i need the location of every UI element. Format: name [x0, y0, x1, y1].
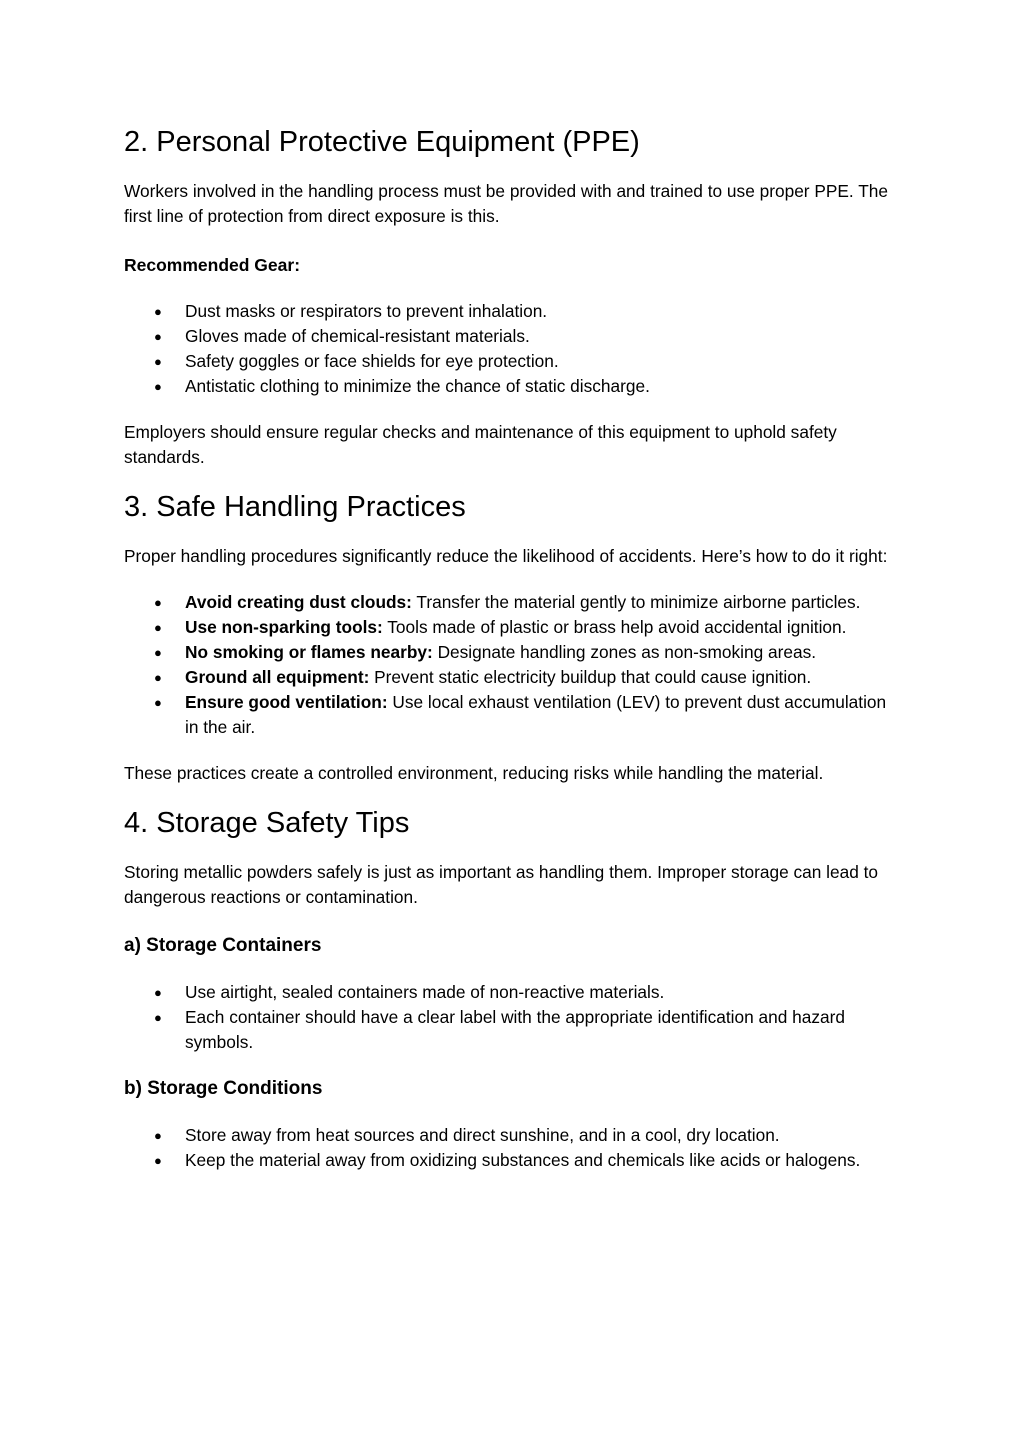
bullet-icon: ● — [154, 695, 162, 710]
bullet-icon: ● — [154, 620, 162, 635]
list-item: ● Avoid creating dust clouds: Transfer the material gently to minimize airborne particles. — [124, 590, 904, 615]
bullet-icon: ● — [154, 354, 162, 369]
practice-term: No smoking or flames nearby: — [185, 642, 433, 662]
practice-term: Avoid creating dust clouds: — [185, 592, 412, 612]
handling-practices-list — [124, 590, 904, 740]
list-item: ● Ensure good ventilation: Use local exhaust ventilation (LEV) to prevent dust accumulation in the air. — [154, 692, 887, 737]
ppe-outro: Employers should ensure regular checks and maintenance of this equipment to uphold safety standards. — [124, 422, 837, 467]
bullet-icon: ● — [154, 645, 162, 660]
practice-term: Ensure good ventilation: — [185, 692, 388, 712]
list-item: ● Use non-sparking tools: Tools made of plastic or brass help avoid accidental ignition. — [124, 615, 904, 640]
list-item: ● Ground all equipment: Prevent static electricity buildup that could cause ignition. — [124, 665, 904, 690]
storage-containers-list — [124, 980, 904, 1055]
list-item: ● Safety goggles or face shields for eye protection. — [124, 349, 904, 374]
bullet-icon: ● — [154, 1128, 162, 1143]
bullet-icon: ● — [154, 304, 162, 319]
storage-containers-subheading: a) Storage Containers — [124, 935, 322, 956]
section-heading-storage: 4. Storage Safety Tips — [124, 807, 410, 839]
storage-conditions-list — [124, 1123, 904, 1173]
bullet-icon: ● — [154, 329, 162, 344]
bullet-icon: ● — [154, 1010, 162, 1025]
bullet-icon: ● — [154, 985, 162, 1000]
ppe-gear-list — [124, 299, 904, 399]
list-item: ● Keep the material away from oxidizing substances and chemicals like acids or halogens. — [124, 1148, 904, 1173]
section-heading-handling: 3. Safe Handling Practices — [124, 491, 466, 523]
bullet-icon: ● — [154, 595, 162, 610]
list-item: ● Store away from heat sources and direct sunshine, and in a cool, dry location. — [124, 1123, 904, 1148]
bullet-icon: ● — [154, 379, 162, 394]
bullet-icon: ● — [154, 1153, 162, 1168]
practice-term: Use non-sparking tools: — [185, 617, 383, 637]
list-item: ● Each container should have a clear label with the appropriate identification and hazard symbols. — [154, 1007, 845, 1052]
storage-conditions-subheading: b) Storage Conditions — [124, 1078, 323, 1099]
list-item: ● Dust masks or respirators to prevent inhalation. — [124, 299, 904, 324]
handling-outro: These practices create a controlled environment, reducing risks while handling the material. — [124, 763, 824, 783]
list-item: ● Gloves made of chemical-resistant materials. — [124, 324, 904, 349]
list-item: ● No smoking or flames nearby: Designate handling zones as non-smoking areas. — [124, 640, 904, 665]
ppe-intro: Workers involved in the handling process must be provided with and trained to use proper PPE. The first line of protection from direct exposure is this. — [124, 181, 889, 226]
handling-intro: Proper handling procedures significantly reduce the likelihood of accidents. Here’s how to do it right: — [124, 546, 888, 566]
practice-term: Ground all equipment: — [185, 667, 370, 687]
bullet-icon: ● — [154, 670, 162, 685]
list-item: ● Antistatic clothing to minimize the chance of static discharge. — [124, 374, 904, 399]
ppe-subheading: Recommended Gear: — [124, 255, 301, 275]
list-item: ● Use airtight, sealed containers made of non-reactive materials. — [124, 980, 904, 1005]
section-heading-ppe: 2. Personal Protective Equipment (PPE) — [124, 126, 640, 158]
storage-intro: Storing metallic powders safely is just as important as handling them. Improper storage can lead to dangerous reactions or contamination. — [124, 862, 879, 907]
